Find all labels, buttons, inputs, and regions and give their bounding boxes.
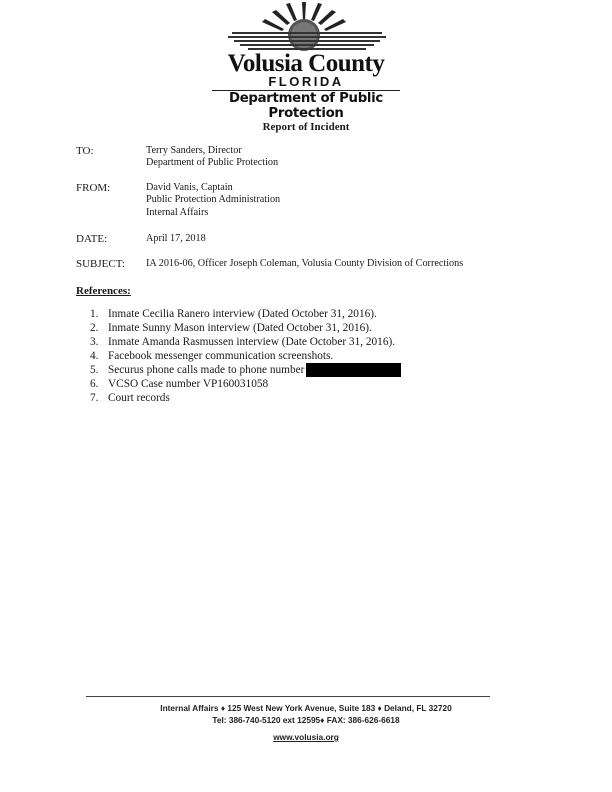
department-name: Department of Public Protection (228, 91, 384, 121)
to-label: TO: (76, 145, 94, 157)
from-value (146, 182, 280, 219)
item-number: 7. (90, 392, 99, 404)
item-text: VCSO Case number VP160031058 (108, 378, 269, 390)
to-line: Department of Public Protection (146, 157, 279, 169)
list-item (90, 321, 401, 335)
website-link[interactable]: www.volusia.org (273, 732, 339, 742)
references-list (90, 307, 401, 405)
item-text: Inmate Sunny Mason interview (Dated October 31, 2016). (108, 322, 372, 334)
list-item (90, 349, 401, 363)
org-name: Volusia County (227, 50, 385, 77)
list-item (90, 335, 401, 349)
subject-label: SUBJECT: (76, 258, 125, 270)
footer-divider (86, 696, 490, 697)
list-item (90, 377, 401, 391)
item-number: 5. (90, 364, 99, 376)
from-line: Internal Affairs (146, 206, 209, 218)
list-item (90, 307, 401, 321)
item-number: 6. (90, 378, 99, 390)
from-line: David Vanis, Captain (146, 182, 233, 193)
item-number: 3. (90, 336, 99, 348)
to-line: Terry Sanders, Director (146, 145, 242, 156)
subject-value: IA 2016-06, Officer Joseph Coleman, Volusia County Division of Corrections (146, 258, 464, 269)
item-text: Court records (108, 392, 170, 404)
to-value (146, 145, 278, 170)
report-title: Report of Incident (262, 121, 350, 133)
references-title: References: (76, 285, 131, 297)
redaction-box (306, 363, 401, 377)
date-label: DATE: (76, 233, 108, 245)
date-value: April 17, 2018 (146, 233, 206, 244)
sun-over-water-logo-icon (222, 2, 392, 52)
list-item (90, 363, 401, 377)
item-text: Inmate Cecilia Ranero interview (Dated October 31, 2016). (108, 308, 377, 320)
from-line: Public Protection Administration (146, 194, 281, 206)
item-text: Facebook messenger communication screenshots. (108, 350, 334, 362)
item-number: 2. (90, 322, 99, 334)
footer-website[interactable] (86, 732, 526, 742)
item-text: Inmate Amanda Rasmussen interview (Date October 31, 2016). (108, 336, 396, 348)
org-state: FLORIDA (268, 74, 344, 89)
item-text: Securus phone calls made to phone number (108, 364, 305, 376)
item-number: 4. (90, 350, 99, 362)
list-item (90, 391, 401, 405)
footer-phone: Tel: 386-740-5120 ext 12595♦ FAX: 386-626-6618 (212, 715, 400, 725)
from-label: FROM: (76, 182, 111, 194)
item-number: 1. (90, 308, 99, 320)
footer-address: Internal Affairs ♦ 125 West New York Avenue, Suite 183 ♦ Deland, FL 32720 (160, 703, 452, 713)
